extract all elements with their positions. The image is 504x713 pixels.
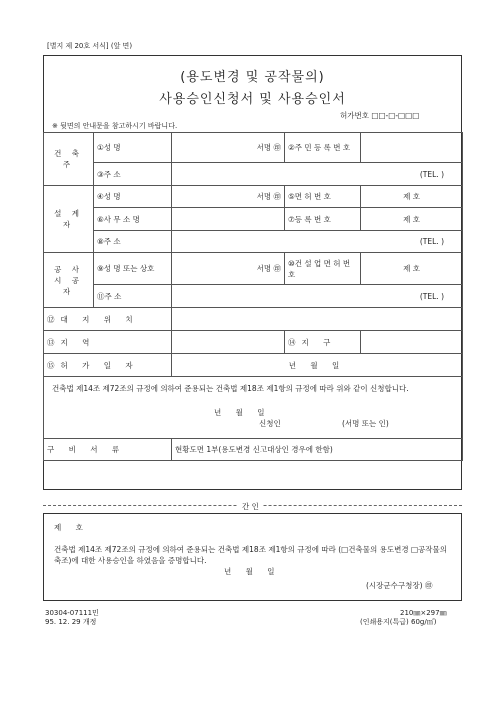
paper-type: (인쇄용지(특급) 60g/㎡) <box>360 618 437 626</box>
permit-date-label: ⑮허 가 일 자 <box>44 354 172 377</box>
designer-office-label: ⑥사 무 소 명 <box>94 208 172 231</box>
site-area-field[interactable] <box>172 331 285 354</box>
site-area-label: ⑬지 역 <box>44 331 172 354</box>
approval-number: 제 호 <box>54 523 83 532</box>
statement-date: 년 월 일 <box>214 408 271 417</box>
contractor-address-field[interactable] <box>172 285 463 308</box>
contractor-sign-label: 서명 ㊞ <box>256 264 281 273</box>
applicant-label: 신청인 <box>259 419 281 428</box>
designer-section-label: 설 계 자 <box>44 186 94 253</box>
designer-address-field[interactable] <box>172 231 463 253</box>
site-zone-label: ⑭지 구 <box>285 331 361 354</box>
site-location-field[interactable] <box>172 308 463 331</box>
contractor-license-label: ⑩건 설 업 면 허 번 호 <box>285 253 361 285</box>
form-code: 30304-07111민 <box>45 609 99 617</box>
seal-divider-label: 간 인 <box>238 501 263 512</box>
application-table <box>43 132 463 461</box>
approval-text: 건축법 제14조 제72조의 규정에 의하여 준용되는 건축법 제18조 제1항의 규정에 따라 (□건축물의 용도변경 □공작물의 축조)에 대한 사용승인을 하였음을 증명합니다. <box>54 545 448 565</box>
contractor-address-label: ⑪주 소 <box>94 285 172 308</box>
permit-date-value: 년 월 일 <box>288 360 346 370</box>
form-number: [별지 제 20호 서식] (앞 면) <box>47 42 133 50</box>
designer-address-label: ⑧주 소 <box>94 231 172 253</box>
owner-address-label: ③주 소 <box>94 163 172 186</box>
paper-size: 210㎜×297㎜ <box>400 609 447 617</box>
designer-office-field[interactable] <box>172 208 285 231</box>
contractor-section-label: 공 사 시 공 자 <box>44 253 94 308</box>
owner-section-label: 건 축 주 <box>44 133 94 186</box>
designer-sign-label: 서명 ㊞ <box>256 192 281 201</box>
documents-value: 현황도면 1부(용도변경 신고대상인 경우에 한함) <box>172 439 463 461</box>
site-location-label: ⑫대 지 위 치 <box>44 308 172 331</box>
contractor-license-value: 제 호 <box>403 264 420 273</box>
designer-license-value: 제 호 <box>403 192 420 201</box>
contractor-license-field[interactable] <box>361 253 463 285</box>
form-title-line2: 사용승인신청서 및 사용승인서 <box>159 92 346 107</box>
site-zone-field[interactable] <box>361 331 463 354</box>
designer-name-label: ④성 명 <box>94 186 172 208</box>
statement-text: 건축법 제14조 제72조의 규정에 의하여 준용되는 건축법 제18조 제1항의 규정에 따라 위와 같이 신청합니다. <box>52 384 409 393</box>
owner-sign-label: 서명 ㊞ <box>256 143 281 152</box>
contractor-tel-label: (TEL. ) <box>419 291 444 301</box>
permit-number-label: 허가번호 □□-□-□□□ <box>340 111 420 120</box>
owner-rrn-label: ②주 민 등 록 번 호 <box>285 133 361 163</box>
designer-license-label: ⑤면 허 번 호 <box>285 186 361 208</box>
approval-date: 년 월 일 <box>224 567 281 576</box>
owner-rrn-field[interactable] <box>361 133 463 163</box>
owner-tel-label: (TEL. ) <box>419 169 444 179</box>
owner-address-field[interactable] <box>172 163 463 186</box>
contractor-name-label: ⑨성 명 또는 상호 <box>94 253 172 285</box>
contractor-name-field[interactable] <box>172 253 285 285</box>
designer-reg-value: 제 호 <box>403 214 420 224</box>
designer-name-field[interactable] <box>172 186 285 208</box>
owner-name-field[interactable] <box>172 133 285 163</box>
approval-frame <box>43 513 462 601</box>
documents-label: 구 비 서 류 <box>44 439 172 461</box>
statement-cell <box>44 377 463 439</box>
designer-tel-label: (TEL. ) <box>419 237 444 246</box>
permit-date-field[interactable] <box>172 354 463 377</box>
applicant-sign: (서명 또는 인) <box>342 419 389 428</box>
form-title-line1: (용도변경 및 공작물의) <box>180 70 325 85</box>
designer-reg-label: ⑦등 록 번 호 <box>285 208 361 231</box>
designer-license-field[interactable] <box>361 186 463 208</box>
approval-authority: (시장군수구청장) ㊞ <box>366 581 433 590</box>
notice-text: ※ 뒷면의 안내문을 참고하시기 바랍니다. <box>52 122 178 130</box>
designer-reg-field[interactable] <box>361 208 463 231</box>
owner-name-label: ①성 명 <box>94 133 172 163</box>
form-revised: 95. 12. 29 개정 <box>45 618 97 626</box>
